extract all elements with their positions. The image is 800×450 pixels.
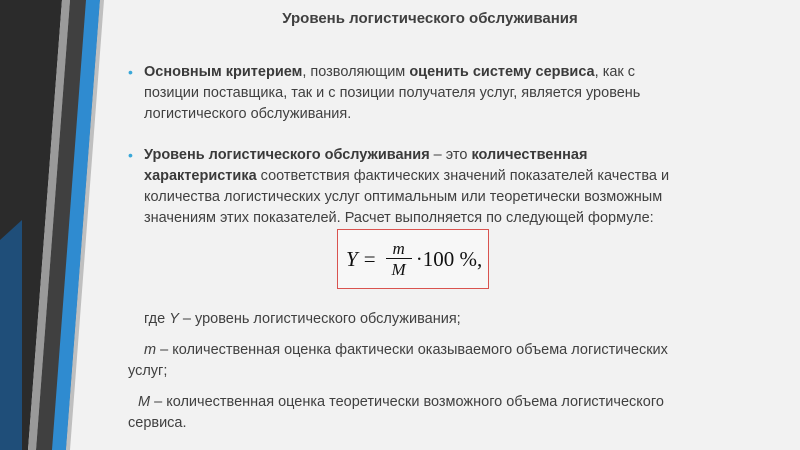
where-m-cont: услуг;: [128, 363, 168, 379]
bullet2-bold-3: характеристика: [144, 168, 257, 184]
bullet2-text-1: – это: [429, 147, 472, 163]
formula-equals: =: [363, 246, 376, 271]
slide-title: Уровень логистического обслуживания: [282, 10, 578, 27]
where-m-text: – количественная оценка фактически оказываемого объема логистических: [156, 342, 668, 358]
formula: [346, 236, 482, 282]
bullet-icon: •: [128, 147, 133, 163]
where-M: [128, 392, 770, 434]
where-prefix: где: [144, 311, 170, 327]
bullet-icon: •: [128, 64, 133, 80]
where-y-var: Y: [169, 311, 179, 327]
bullet-paragraph-1: [128, 62, 770, 125]
bullet1-line-3: логистического обслуживания.: [144, 106, 352, 122]
where-m-var: m: [144, 342, 157, 358]
bullet2-bold-2: количественная: [471, 147, 588, 163]
formula-box: [337, 229, 489, 289]
bullet2-line-4: значениям этих показателей. Расчет выполняется по следующей формуле:: [144, 210, 654, 226]
where-y-text: – уровень логистического обслуживания;: [178, 311, 461, 327]
formula-denominator: M: [386, 258, 412, 279]
bullet1-text-2: , как с: [594, 64, 636, 80]
formula-numerator: m: [392, 238, 405, 258]
bullet1-text-1: , позволяющим: [302, 64, 410, 80]
formula-lhs: Y: [346, 246, 358, 271]
bullet1-line-2: позиции поставщика, так и с позиции получателя услуг, является уровень: [144, 85, 641, 101]
formula-fraction: [386, 240, 412, 279]
bullet2-line-3: количества логистических услуг оптимальным или теоретически возможным: [144, 189, 663, 205]
bullet1-bold-2: оценить систему сервиса: [409, 64, 595, 80]
where-M-cont: сервиса.: [128, 415, 187, 431]
formula-multiplier: ·100 %,: [415, 246, 483, 271]
bullet2-text-2: соответствия фактических значений показателей качества и: [256, 168, 670, 184]
where-M-text: – количественная оценка теоретически возможного объема логистического: [150, 394, 664, 410]
where-m: [128, 340, 770, 382]
bullet-paragraph-2: [128, 145, 770, 229]
where-M-var: M: [138, 394, 151, 410]
bullet2-bold-1: Уровень логистического обслуживания: [144, 147, 430, 163]
bullet1-bold-1: Основным критерием: [144, 64, 303, 80]
where-y: [128, 309, 770, 330]
